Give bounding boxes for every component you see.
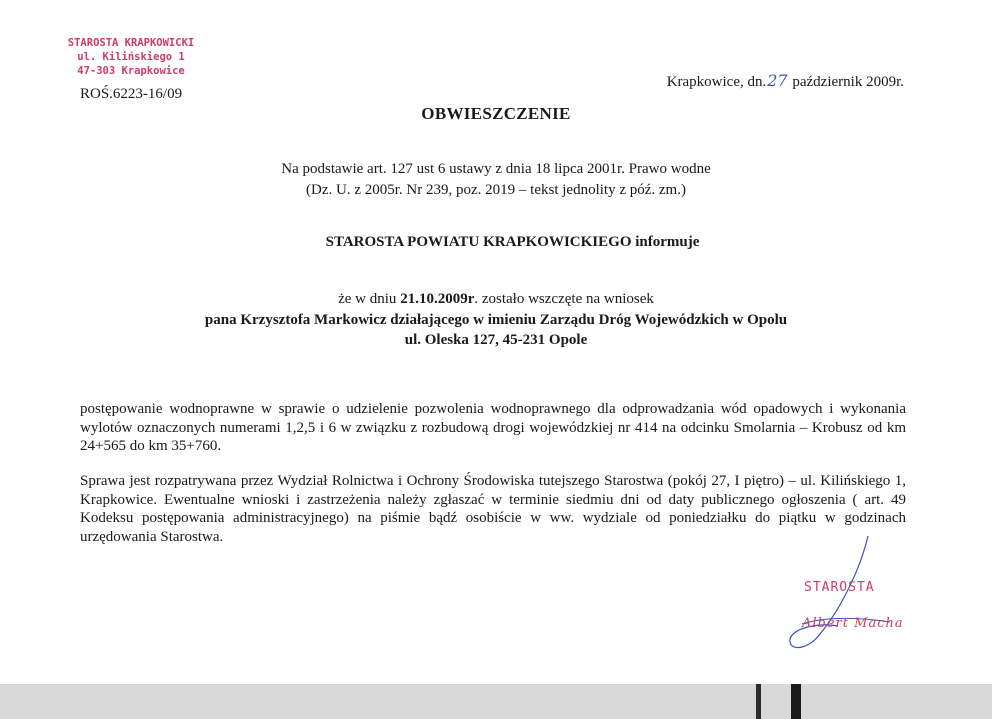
date-line (667, 71, 904, 91)
office-stamp (36, 36, 226, 78)
scan-bottom-edge (0, 684, 992, 719)
signature-block (780, 530, 920, 660)
applicant-address: ul. Oleska 127, 45-231 Opole (404, 332, 588, 348)
date-prefix: Krapkowice, dn. (666, 74, 767, 90)
initiation-suffix: . zostało wszczęte na wniosek (474, 291, 654, 307)
legal-basis-line-1: Na podstawie art. 127 ust 6 ustawy z dnia 18 lipca 2001r. Prawo wodne (281, 161, 711, 177)
reference-number: ROŚ.6223-16/09 (80, 86, 183, 102)
applicant: pana Krzysztofa Markowicz działającego w imieniu Zarządu Dróg Wojewódzkich w Opolu (204, 311, 788, 328)
initiation-date-line (0, 289, 992, 310)
date-suffix: październik 2009r. (792, 74, 904, 90)
signature-title: STAROSTA (804, 580, 875, 595)
handwritten-day: 27 (767, 71, 788, 90)
scan-edge-mark (756, 684, 761, 719)
body-paragraph-1: postępowanie wodnoprawne w sprawie o udzielenie pozwolenia wodnoprawnego dla odprowadzania wód opadowych i wykonania wylotów oznaczonych numerami 1,2,5 i 6 w związku z rozbudową drogi wojewódzkiej nr 414 na odcinku Smolarnia – Krobusz od km 24+565 do km 35+760. (80, 401, 906, 454)
scan-edge-mark (791, 684, 801, 719)
initiation-notice (0, 289, 992, 351)
stamp-line-city: 47-303 Krapkowice (77, 65, 185, 77)
initiation-prefix: że w dniu (338, 291, 401, 307)
handwritten-signature-icon (780, 530, 920, 660)
stamp-line-street: ul. Kilińskiego 1 (77, 51, 185, 63)
legal-basis (0, 159, 992, 201)
stamp-line-office: STAROSTA KRAPKOWICKI (67, 37, 195, 49)
informs-heading: STAROSTA POWIATU KRAPKOWICKIEGO informuje (325, 234, 700, 250)
legal-basis-line-2: (Dz. U. z 2005r. Nr 239, poz. 2019 – tekst jednolity z póź. zm.) (306, 182, 686, 198)
document-title: OBWIESZCZENIE (421, 104, 571, 123)
initiation-date: 21.10.2009r (400, 291, 475, 307)
signature-name: Albert Macha (802, 616, 904, 631)
body-paragraph-2: Sprawa jest rozpatrywana przez Wydział Rolnictwa i Ochrony Środowiska tutejszego Starostwa (pokój 27, I piętro) – ul. Kilińskiego 1, Krapkowice. Ewentualne wnioski i zastrzeżenia należy zgłaszać w terminie siedmiu dni od daty publicznego ogłoszenia ( art. 49 Kodeksu postępowania administracyjnego) na piśmie bądź osobiście w ww. wydziale od poniedziałku do piątku w godzinach urzędowania Starostwa. (80, 473, 906, 545)
